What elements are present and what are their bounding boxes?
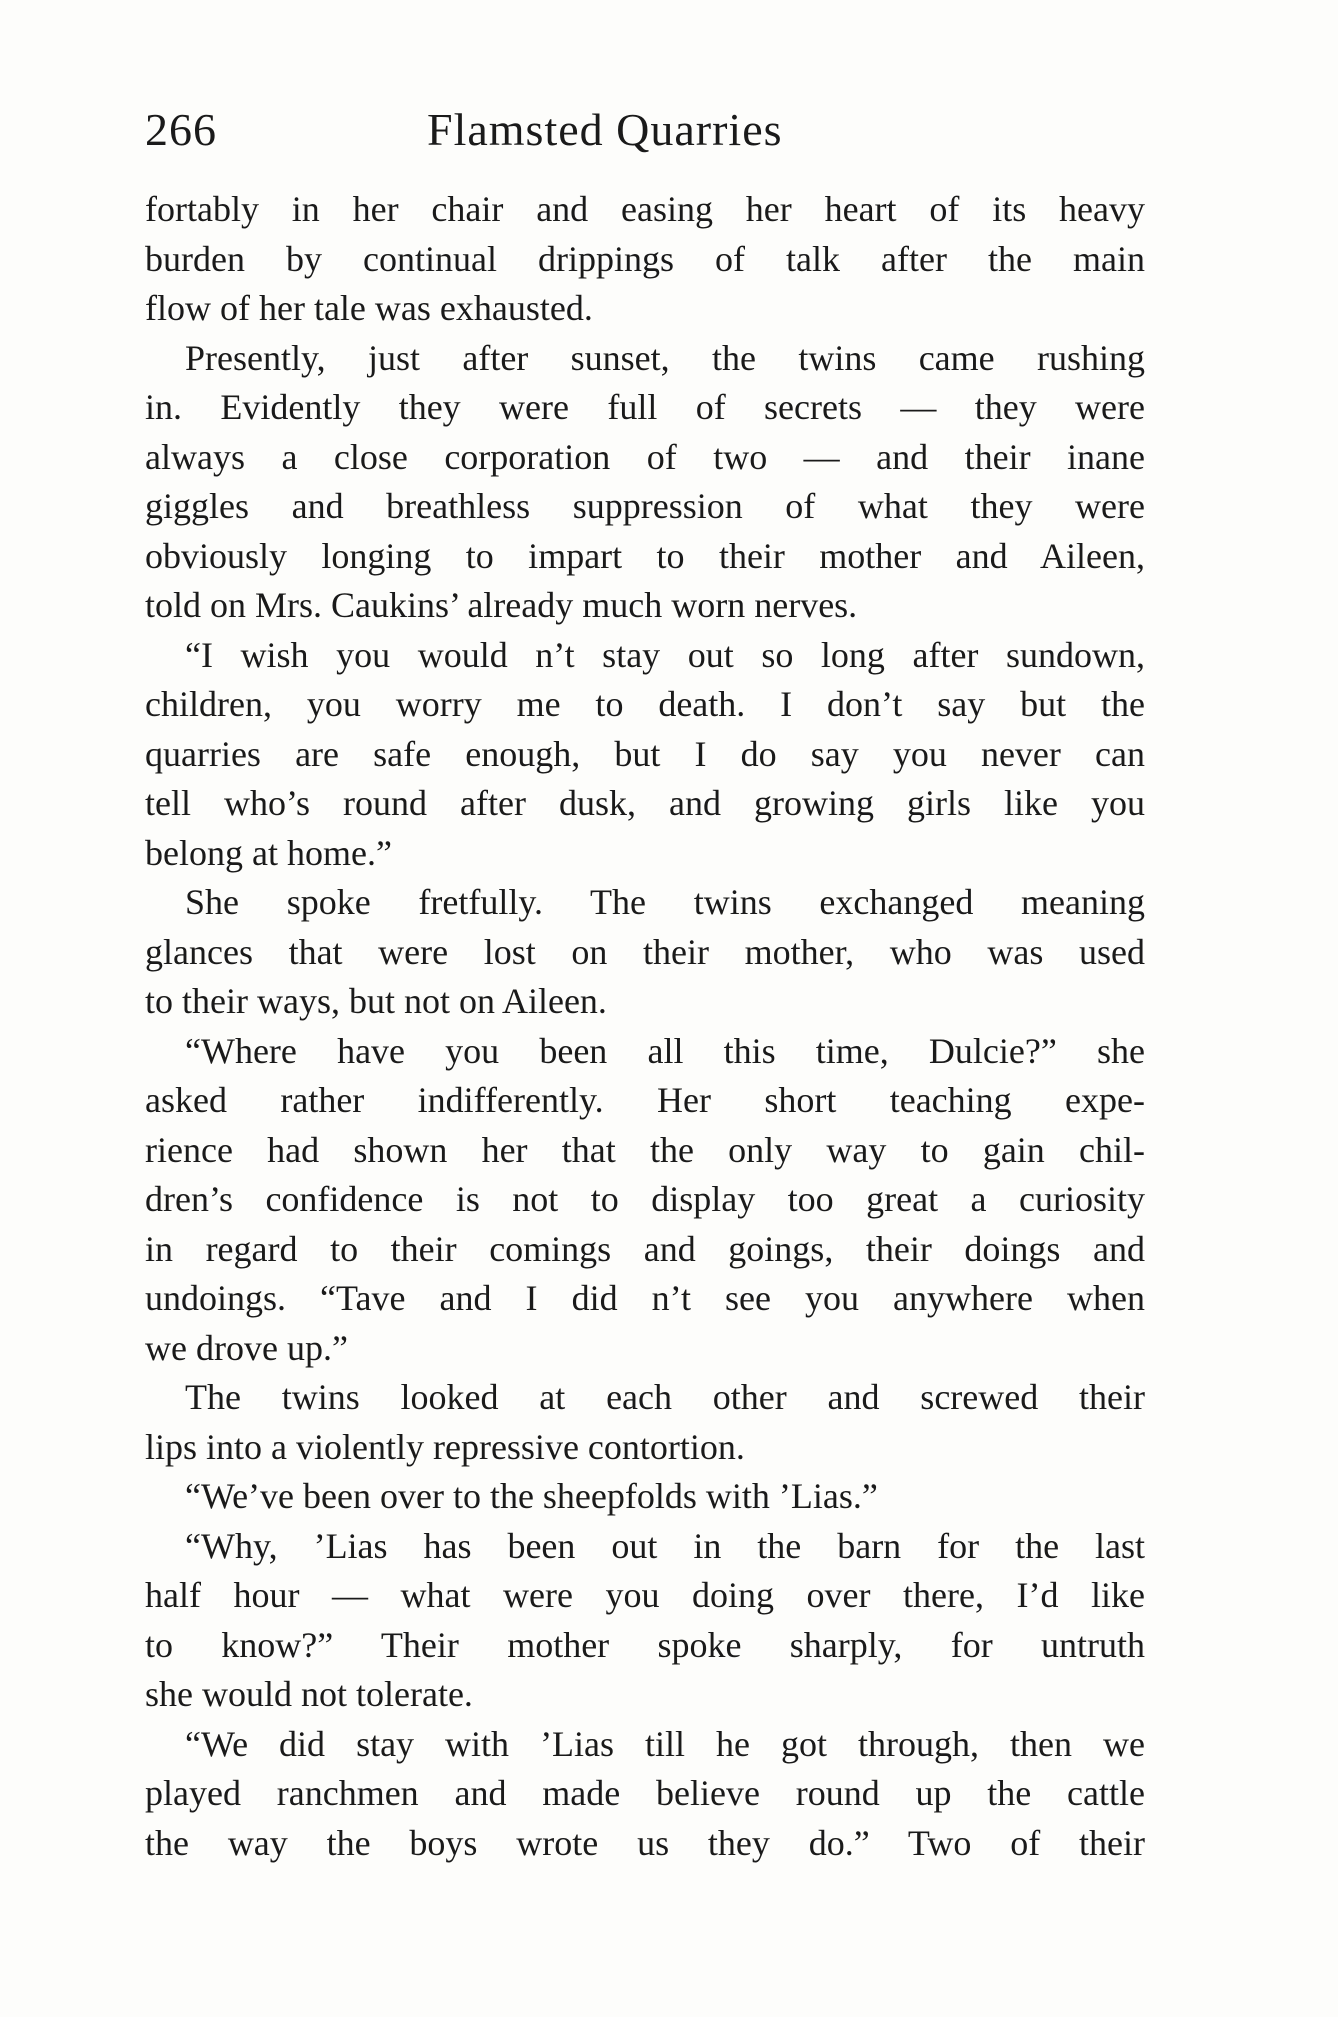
- text-line: Presently, just after sunset, the twins came rushing: [185, 337, 1145, 378]
- text-line: “Why, ’Lias has been out in the barn for the last: [185, 1525, 1145, 1566]
- text-line: to their ways, but not on Aileen.: [145, 981, 607, 1021]
- text-line: burden by continual drippings of talk after the main: [145, 238, 1145, 279]
- text-line: told on Mrs. Caukins’ already much worn nerves.: [145, 585, 858, 625]
- text-line: quarries are safe enough, but I do say you never can: [145, 733, 1145, 774]
- running-title: Flamsted Quarries: [427, 104, 783, 155]
- text-line: she would not tolerate.: [145, 1674, 473, 1714]
- text-line: asked rather indifferently. Her short teaching expe-: [145, 1080, 1145, 1120]
- text-line: lips into a violently repressive contortion.: [145, 1426, 745, 1467]
- text-line: glances that were lost on their mother, who was used: [145, 931, 1145, 972]
- text-line: She spoke fretfully. The twins exchanged meaning: [185, 882, 1145, 922]
- page-header: [145, 100, 1145, 160]
- text-line: “We did stay with ’Lias till he got through, then we: [185, 1723, 1145, 1764]
- text-line: “I wish you would n’t stay out so long after sundown,: [185, 634, 1145, 675]
- text-line: played ranchmen and made believe round up the cattle: [145, 1773, 1145, 1813]
- text-line: to know?” Their mother spoke sharply, for untruth: [145, 1624, 1145, 1665]
- body-text: [145, 185, 1145, 1868]
- text-line: we drove up.”: [145, 1327, 348, 1368]
- text-line: undoings. “Tave and I did n’t see you anywhere when: [145, 1278, 1145, 1318]
- text-line: dren’s confidence is not to display too great a curiosity: [145, 1179, 1145, 1219]
- text-line: half hour — what were you doing over there, I’d like: [145, 1575, 1145, 1615]
- text-line: the way the boys wrote us they do.” Two of their: [145, 1822, 1145, 1863]
- page-number: 266: [145, 104, 217, 155]
- text-line: giggles and breathless suppression of what they were: [145, 486, 1145, 526]
- text-line: rience had shown her that the only way to gain chil-: [145, 1129, 1145, 1170]
- text-line: fortably in her chair and easing her heart of its heavy: [145, 189, 1145, 229]
- text-line: belong at home.”: [145, 832, 392, 873]
- text-line: The twins looked at each other and screwed their: [185, 1377, 1145, 1417]
- text-line: always a close corporation of two — and their inane: [145, 436, 1145, 477]
- text-line: in. Evidently they were full of secrets — they were: [145, 387, 1145, 427]
- text-line: tell who’s round after dusk, and growing girls like you: [145, 783, 1145, 823]
- text-line: children, you worry me to death. I don’t say but the: [145, 684, 1145, 724]
- text-line: “Where have you been all this time, Dulcie?” she: [185, 1030, 1145, 1071]
- text-line: in regard to their comings and goings, their doings and: [145, 1228, 1145, 1269]
- text-line: obviously longing to impart to their mother and Aileen,: [145, 535, 1145, 576]
- text-line: “We’ve been over to the sheepfolds with ’Lias.”: [185, 1476, 878, 1516]
- text-line: flow of her tale was exhausted.: [145, 288, 593, 328]
